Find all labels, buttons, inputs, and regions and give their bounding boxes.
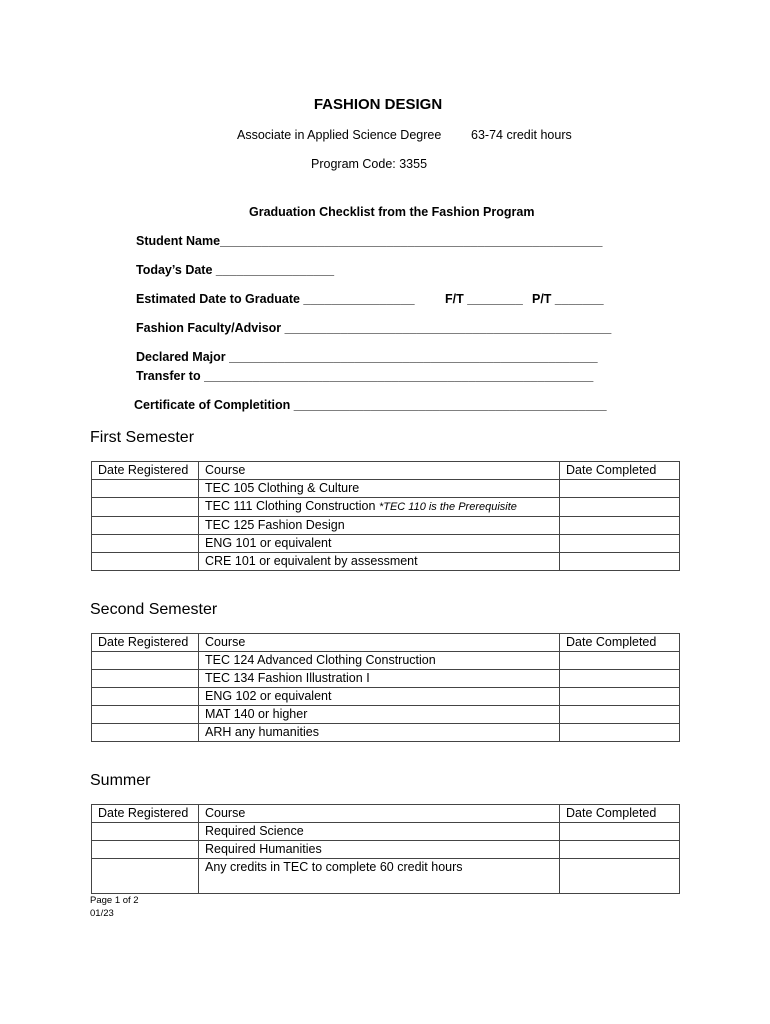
part-time-field[interactable]: P/T _______ [532, 292, 604, 306]
degree-text: Associate in Applied Science Degree [237, 128, 442, 142]
course-name: TEC 111 Clothing Construction [205, 499, 376, 513]
table-row [92, 670, 680, 688]
date-registered-cell[interactable] [92, 859, 199, 894]
course-cell [199, 498, 560, 517]
date-registered-cell[interactable] [92, 670, 199, 688]
course-header: Course [199, 805, 560, 823]
date-registered-cell[interactable] [92, 535, 199, 553]
table-header-row [92, 805, 680, 823]
table-row [92, 688, 680, 706]
table-row [92, 859, 680, 894]
date-completed-cell[interactable] [560, 823, 680, 841]
second-semester-table [91, 633, 680, 742]
declared-major-field[interactable]: Declared Major _____________________________________________________ [136, 350, 598, 364]
date-completed-cell[interactable] [560, 859, 680, 894]
date-registered-header: Date Registered [92, 462, 199, 480]
table-row [92, 553, 680, 571]
table-row [92, 823, 680, 841]
date-completed-cell[interactable] [560, 670, 680, 688]
course-cell: ENG 101 or equivalent [199, 535, 560, 553]
date-completed-cell[interactable] [560, 498, 680, 517]
prerequisite-note: *TEC 110 is the Prerequisite [378, 501, 517, 513]
revision-date: 01/23 [90, 908, 114, 919]
table-row [92, 480, 680, 498]
course-cell: MAT 140 or higher [199, 706, 560, 724]
first-semester-heading: First Semester [90, 429, 195, 446]
course-cell: TEC 125 Fashion Design [199, 517, 560, 535]
second-semester-heading: Second Semester [90, 601, 218, 618]
certificate-field[interactable]: Certificate of Completition _____________________________________________ [134, 398, 607, 412]
date-completed-cell[interactable] [560, 553, 680, 571]
transfer-to-field[interactable]: Transfer to ________________________________________________________ [136, 369, 594, 383]
date-registered-header: Date Registered [92, 634, 199, 652]
todays-date-field[interactable]: Today’s Date _________________ [136, 263, 335, 277]
date-completed-cell[interactable] [560, 841, 680, 859]
date-registered-cell[interactable] [92, 724, 199, 742]
table-header-row [92, 462, 680, 480]
date-registered-cell[interactable] [92, 823, 199, 841]
table-row [92, 498, 680, 517]
date-completed-cell[interactable] [560, 517, 680, 535]
course-header: Course [199, 634, 560, 652]
course-cell: ENG 102 or equivalent [199, 688, 560, 706]
course-cell: CRE 101 or equivalent by assessment [199, 553, 560, 571]
date-completed-cell[interactable] [560, 688, 680, 706]
date-registered-cell[interactable] [92, 841, 199, 859]
advisor-field[interactable]: Fashion Faculty/Advisor _______________________________________________ [136, 321, 612, 335]
date-registered-cell[interactable] [92, 498, 199, 517]
checklist-title: Graduation Checklist from the Fashion Program [249, 205, 535, 219]
date-registered-cell[interactable] [92, 480, 199, 498]
course-cell: ARH any humanities [199, 724, 560, 742]
date-completed-cell[interactable] [560, 480, 680, 498]
date-completed-header: Date Completed [560, 805, 680, 823]
first-semester-table [91, 461, 680, 571]
page-number: Page 1 of 2 [90, 895, 139, 906]
summer-heading: Summer [90, 772, 151, 789]
date-completed-cell[interactable] [560, 535, 680, 553]
date-completed-cell[interactable] [560, 652, 680, 670]
est-graduate-field[interactable]: Estimated Date to Graduate ________________ [136, 292, 415, 306]
date-registered-cell[interactable] [92, 688, 199, 706]
course-cell: TEC 124 Advanced Clothing Construction [199, 652, 560, 670]
date-registered-header: Date Registered [92, 805, 199, 823]
program-code: Program Code: 3355 [311, 157, 428, 171]
date-registered-cell[interactable] [92, 652, 199, 670]
student-name-field[interactable]: Student Name_______________________________________________________ [136, 234, 603, 248]
course-cell: TEC 134 Fashion Illustration I [199, 670, 560, 688]
table-row [92, 706, 680, 724]
course-header: Course [199, 462, 560, 480]
document-title: FASHION DESIGN [313, 96, 443, 113]
table-header-row [92, 634, 680, 652]
course-cell: Required Humanities [199, 841, 560, 859]
date-completed-header: Date Completed [560, 634, 680, 652]
date-completed-header: Date Completed [560, 462, 680, 480]
table-row [92, 535, 680, 553]
course-cell: TEC 105 Clothing & Culture [199, 480, 560, 498]
date-completed-cell[interactable] [560, 706, 680, 724]
full-time-field[interactable]: F/T ________ [445, 292, 523, 306]
date-registered-cell[interactable] [92, 706, 199, 724]
course-cell: Required Science [199, 823, 560, 841]
course-cell: Any credits in TEC to complete 60 credit hours [199, 859, 560, 894]
date-registered-cell[interactable] [92, 553, 199, 571]
date-completed-cell[interactable] [560, 724, 680, 742]
table-row [92, 841, 680, 859]
credits-text: 63-74 credit hours [471, 128, 572, 142]
date-registered-cell[interactable] [92, 517, 199, 535]
table-row [92, 517, 680, 535]
summer-table [91, 804, 680, 894]
table-row [92, 652, 680, 670]
table-row [92, 724, 680, 742]
